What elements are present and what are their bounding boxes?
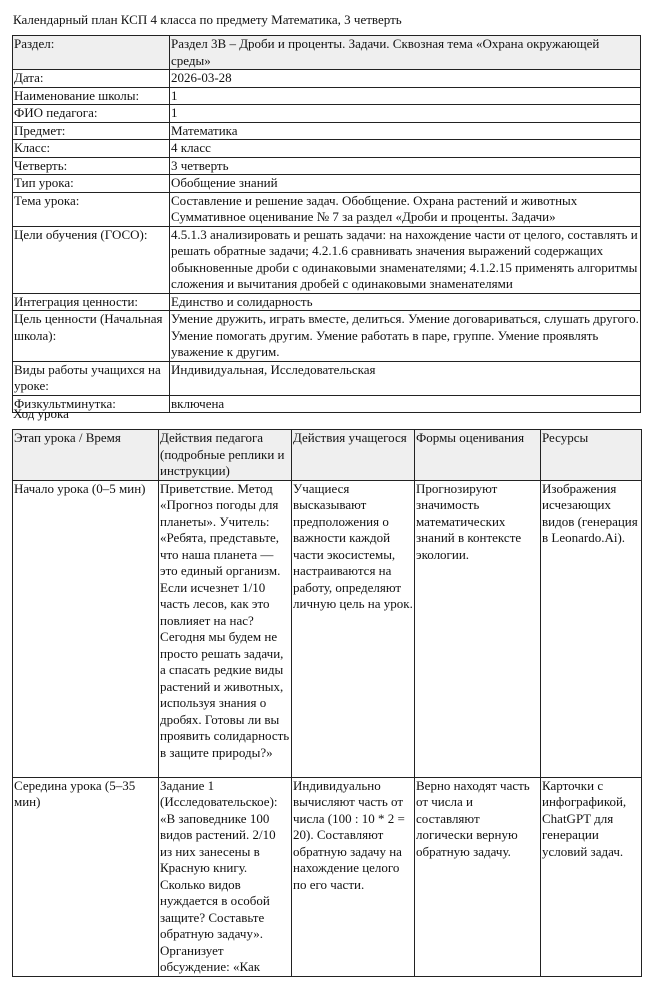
info-label: Цель ценности (Начальная школа): (13, 311, 170, 362)
info-value: Обобщение знаний (170, 175, 641, 193)
cell-assessment: Верно находят часть от числа и составляют логически верную обратную задачу. (415, 777, 541, 976)
info-row-grade (13, 140, 641, 158)
cell-student: Учащиеся высказывают предположения о важности каждой части экосистемы, настраиваются на работу, определяют личную цель на урок. (292, 480, 415, 777)
cell-stage: Середина урока (5–35 мин) (13, 777, 159, 976)
info-row-value-integration (13, 293, 641, 311)
cell-resources: Карточки с инфографикой, ChatGPT для генерации условий задач. (541, 777, 642, 976)
doc-title: Календарный план КСП 4 класса по предмету Математика, 3 четверть (13, 12, 402, 27)
info-row-lesson-type (13, 175, 641, 193)
info-label: Дата: (13, 70, 170, 88)
info-value: 3 четверть (170, 157, 641, 175)
cell-student: Индивидуально вычисляют часть от числа (100 : 10 * 2 = 20). Составляют обратную задачу на нахождение целого по его части. (292, 777, 415, 976)
info-row-teacher (13, 105, 641, 123)
info-label: Раздел: (13, 36, 170, 70)
lesson-plan-table (12, 429, 642, 977)
info-row-topic (13, 192, 641, 226)
lesson-flow-label: Ход урока (13, 406, 69, 421)
info-label: ФИО педагога: (13, 105, 170, 123)
info-row-value-goal (13, 311, 641, 362)
info-label: Интеграция ценности: (13, 293, 170, 311)
info-value: Раздел 3В – Дроби и проценты. Задачи. Сквозная тема «Охрана окружающей среды» (170, 36, 641, 70)
info-value: Единство и солидарность (170, 293, 641, 311)
info-value: Индивидуальная, Исследовательская (170, 361, 641, 395)
info-row-objectives (13, 226, 641, 293)
info-label: Цели обучения (ГОСО): (13, 226, 170, 293)
col-header-stage: Этап урока / Время (13, 430, 159, 481)
info-row-school (13, 87, 641, 105)
info-row-date (13, 70, 641, 88)
info-row-physical-break (13, 395, 641, 413)
info-row-subject (13, 122, 641, 140)
cell-stage: Начало урока (0–5 мин) (13, 480, 159, 777)
col-header-student: Действия учащегося (292, 430, 415, 481)
info-value: 4.5.1.3 анализировать и решать задачи: на нахождение части от целого, составлять и решать обратные задачи; 4.2.1.6 сравнивать значения выражений содержащих обыкновенные дроби с одинаковыми знаменателями; 4.1.2.15 применять алгоритмы сложения и вычитания дробей с одинаковыми знаменателями (170, 226, 641, 293)
info-value: Умение дружить, играть вместе, делиться. Умение договариваться, слушать другого. Умение помогать другим. Умение работать в паре, группе. Умение проявлять уважение к другим. (171, 311, 639, 359)
info-label: Виды работы учащихся на уроке: (13, 361, 170, 395)
lesson-info-table (12, 35, 641, 413)
info-value: включена (170, 395, 641, 413)
col-header-teacher: Действия педагога (подробные реплики и инструкции) (159, 430, 292, 481)
col-header-resources: Ресурсы (541, 430, 642, 481)
cell-resources: Изображения исчезающих видов (генерация в Leonardo.Ai). (541, 480, 642, 777)
info-label: Тип урока: (13, 175, 170, 193)
plan-row-start (13, 480, 642, 777)
info-value: 1 (170, 87, 641, 105)
info-label: Тема урока: (13, 192, 170, 226)
info-row-section (13, 36, 641, 70)
col-header-assessment: Формы оценивания (415, 430, 541, 481)
info-value: 1 (170, 105, 641, 123)
info-value: 4 класс (170, 140, 641, 158)
info-value: Математика (170, 122, 641, 140)
info-label: Класс: (13, 140, 170, 158)
info-value: 2026-03-28 (170, 70, 641, 88)
info-value: Составление и решение задач. Обобщение. Охрана растений и животных Суммативное оценивание № 7 за раздел «Дроби и проценты. Задачи» (170, 192, 641, 226)
plan-header-row (13, 430, 642, 481)
info-row-quarter (13, 157, 641, 175)
cell-teacher: Приветствие. Метод «Прогноз погоды для планеты». Учитель: «Ребята, представьте, что наша планета — это единый организм. Если исчезнет 1/10 часть лесов, как это повлияет на нас? Сегодня мы будем не просто решать задачи, а спасать редкие виды растений и животных, используя знания о дробях. Готовы ли вы проявить солидарность в защите природы?» (159, 480, 292, 777)
info-row-work-types (13, 361, 641, 395)
plan-row-middle (13, 777, 642, 976)
info-label: Предмет: (13, 122, 170, 140)
cell-teacher: Задание 1 (Исследовательское): «В заповеднике 100 видов растений. 2/10 из них занесены в Красную книгу. Сколько видов нуждается в особой защите? Составьте обратную задачу». Организует обсуждение: «Как (159, 777, 292, 976)
cell-assessment: Прогнозируют значимость математических знаний в контексте экологии. (415, 480, 541, 777)
info-label: Четверть: (13, 157, 170, 175)
info-label: Физкультминутка: (13, 395, 170, 413)
info-label: Наименование школы: (13, 87, 170, 105)
